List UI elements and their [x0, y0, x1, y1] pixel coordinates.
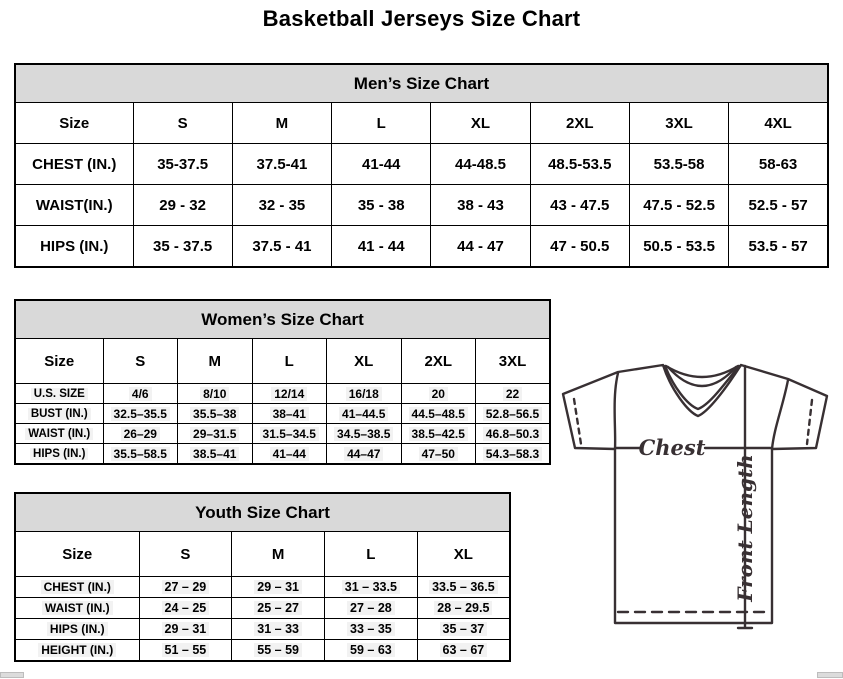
cell-value: 31 – 33.5 [342, 580, 400, 594]
table-cell [252, 424, 327, 444]
column-header: 4XL [729, 103, 828, 144]
chest-label: Chest [638, 435, 706, 460]
page-title: Basketball Jerseys Size Chart [262, 6, 581, 31]
table-cell [252, 404, 327, 424]
table-title-row [15, 300, 550, 339]
table-cell: 44-48.5 [431, 144, 530, 185]
table-cell: 48.5-53.5 [530, 144, 629, 185]
row-label: CHEST (IN.) [15, 144, 133, 185]
table-cell: 35 - 37.5 [133, 226, 232, 268]
table-cell [327, 444, 402, 465]
table-cell: 47.5 - 52.5 [629, 185, 728, 226]
table-title: Youth Size Chart [15, 493, 510, 532]
cell-value: 44.5–48.5 [409, 407, 468, 421]
row-label [15, 619, 139, 640]
table-cell [417, 598, 510, 619]
cell-value: 29 – 31 [254, 580, 302, 594]
table-cell: 35 - 38 [332, 185, 431, 226]
table-cell [401, 424, 476, 444]
table-cell [139, 640, 232, 662]
column-header: 3XL [476, 339, 551, 384]
table-row [15, 404, 550, 424]
table-row [15, 619, 510, 640]
row-label: WAIST(IN.) [15, 185, 133, 226]
cell-value: 41–44.5 [339, 407, 388, 421]
column-header: S [139, 532, 232, 577]
table-row [15, 384, 550, 404]
cell-value: 34.5–38.5 [334, 427, 393, 441]
cell-value: 32.5–35.5 [111, 407, 170, 421]
table-cell: 50.5 - 53.5 [629, 226, 728, 268]
table-cell: 53.5-58 [629, 144, 728, 185]
row-label [15, 577, 139, 598]
cell-value: 35 – 37 [440, 622, 488, 636]
table-cell [476, 424, 551, 444]
table-cell: 38 - 43 [431, 185, 530, 226]
table-cell [325, 598, 418, 619]
table-cell [178, 404, 253, 424]
table-cell [139, 598, 232, 619]
column-header: M [232, 103, 331, 144]
front-length-label: Front Length [733, 454, 757, 602]
cell-value: 35.5–38 [190, 407, 239, 421]
mens-size-table [14, 63, 829, 268]
table-cell [476, 444, 551, 465]
table-cell [417, 577, 510, 598]
column-header: S [133, 103, 232, 144]
column-header-row [15, 339, 550, 384]
table-cell [252, 384, 327, 404]
row-label [15, 404, 103, 424]
cell-value: U.S. SIZE [31, 388, 88, 400]
table-row [15, 185, 828, 226]
table-cell [325, 640, 418, 662]
scrollbar-fragment-left[interactable] [0, 672, 24, 678]
table-cell: 53.5 - 57 [729, 226, 828, 268]
cell-value: WAIST (IN.) [25, 428, 93, 440]
table-cell [401, 384, 476, 404]
table-cell [103, 444, 178, 465]
table-cell [139, 577, 232, 598]
column-header: M [178, 339, 253, 384]
cell-value: 8/10 [200, 387, 229, 401]
column-header: Size [15, 103, 133, 144]
column-header: 2XL [401, 339, 476, 384]
cell-value: 29–31.5 [190, 427, 239, 441]
cell-value: 33.5 – 36.5 [429, 580, 498, 594]
cell-value: HIPS (IN.) [47, 622, 108, 636]
cell-value: 38.5–41 [190, 447, 239, 461]
jersey-right-armhole-seam [772, 380, 788, 449]
womens-size-table [14, 299, 551, 465]
table-cell: 43 - 47.5 [530, 185, 629, 226]
cell-value: 24 – 25 [162, 601, 210, 615]
table-cell: 29 - 32 [133, 185, 232, 226]
jersey-left-armhole-seam [615, 373, 618, 449]
cell-value: CHEST (IN.) [41, 580, 114, 594]
table-cell: 41 - 44 [332, 226, 431, 268]
table-title-row [15, 64, 828, 103]
cell-value: HIPS (IN.) [30, 448, 88, 460]
table-row [15, 598, 510, 619]
table-cell [178, 444, 253, 465]
column-header: L [332, 103, 431, 144]
row-label [15, 424, 103, 444]
cell-value: 41–44 [270, 447, 309, 461]
table-cell [232, 619, 325, 640]
cell-value: 31 – 33 [254, 622, 302, 636]
column-header-row [15, 532, 510, 577]
scrollbar-fragment-right[interactable] [817, 672, 843, 678]
column-header: 2XL [530, 103, 629, 144]
cell-value: 52.8–56.5 [483, 407, 542, 421]
table-cell: 44 - 47 [431, 226, 530, 268]
cell-value: 59 – 63 [347, 643, 395, 657]
table-cell: 52.5 - 57 [729, 185, 828, 226]
cell-value: 55 – 59 [254, 643, 302, 657]
cell-value: 47–50 [419, 447, 458, 461]
column-header: Size [15, 532, 139, 577]
cell-value: BUST (IN.) [28, 408, 91, 420]
cell-value: 22 [503, 387, 522, 401]
cell-value: 25 – 27 [254, 601, 302, 615]
row-label [15, 640, 139, 662]
cell-value: 20 [429, 387, 448, 401]
cell-value: 27 – 28 [347, 601, 395, 615]
table-cell [325, 577, 418, 598]
cell-value: 16/18 [346, 387, 382, 401]
cell-value: 33 – 35 [347, 622, 395, 636]
cell-value: 35.5–58.5 [111, 447, 170, 461]
table-cell [476, 384, 551, 404]
row-label: HIPS (IN.) [15, 226, 133, 268]
table-cell: 41-44 [332, 144, 431, 185]
table-cell: 37.5 - 41 [232, 226, 331, 268]
table-cell [252, 444, 327, 465]
table-title: Men’s Size Chart [15, 64, 828, 103]
table-cell [103, 424, 178, 444]
table-row [15, 144, 828, 185]
table-cell [103, 384, 178, 404]
jersey-measurement-diagram [555, 358, 843, 638]
jersey-outline [563, 365, 827, 623]
cell-value: 38–41 [270, 407, 309, 421]
cell-value: 44–47 [344, 447, 383, 461]
column-header: XL [417, 532, 510, 577]
column-header: 3XL [629, 103, 728, 144]
column-header: Size [15, 339, 103, 384]
table-cell [417, 619, 510, 640]
cell-value: 51 – 55 [162, 643, 210, 657]
table-cell [178, 384, 253, 404]
cell-value: 31.5–34.5 [260, 427, 319, 441]
table-cell [327, 404, 402, 424]
cell-value: 27 – 29 [162, 580, 210, 594]
cell-value: 12/14 [271, 387, 307, 401]
table-cell [401, 444, 476, 465]
table-cell [417, 640, 510, 662]
table-cell [178, 424, 253, 444]
table-row [15, 577, 510, 598]
table-row [15, 424, 550, 444]
table-cell: 37.5-41 [232, 144, 331, 185]
column-header: M [232, 532, 325, 577]
table-title: Women’s Size Chart [15, 300, 550, 339]
column-header: S [103, 339, 178, 384]
table-cell [232, 598, 325, 619]
row-label [15, 598, 139, 619]
table-row [15, 226, 828, 268]
cell-value: 46.8–50.3 [483, 427, 542, 441]
cell-value: 54.3–58.3 [483, 447, 542, 461]
cell-value: HEIGHT (IN.) [38, 643, 116, 657]
table-cell [327, 424, 402, 444]
table-cell: 35-37.5 [133, 144, 232, 185]
cell-value: 38.5–42.5 [409, 427, 468, 441]
table-row [15, 444, 550, 465]
table-cell [401, 404, 476, 424]
cell-value: 29 – 31 [162, 622, 210, 636]
cell-value: 28 – 29.5 [434, 601, 492, 615]
table-title-row [15, 493, 510, 532]
column-header: L [325, 532, 418, 577]
cell-value: 26–29 [121, 427, 160, 441]
table-cell [232, 640, 325, 662]
jersey-right-cuff-dash [807, 400, 812, 444]
table-cell [325, 619, 418, 640]
table-cell [232, 577, 325, 598]
table-cell [327, 384, 402, 404]
table-cell [103, 404, 178, 424]
column-header: XL [327, 339, 402, 384]
jersey-left-cuff-dash [574, 399, 581, 444]
column-header: XL [431, 103, 530, 144]
table-row [15, 640, 510, 662]
cell-value: 4/6 [129, 387, 152, 401]
table-cell: 32 - 35 [232, 185, 331, 226]
table-cell: 58-63 [729, 144, 828, 185]
table-cell [476, 404, 551, 424]
table-cell [139, 619, 232, 640]
table-cell: 47 - 50.5 [530, 226, 629, 268]
row-label [15, 444, 103, 465]
column-header: L [252, 339, 327, 384]
youth-size-table [14, 492, 511, 662]
row-label [15, 384, 103, 404]
column-header-row [15, 103, 828, 144]
cell-value: 63 – 67 [440, 643, 488, 657]
cell-value: WAIST (IN.) [42, 601, 113, 615]
